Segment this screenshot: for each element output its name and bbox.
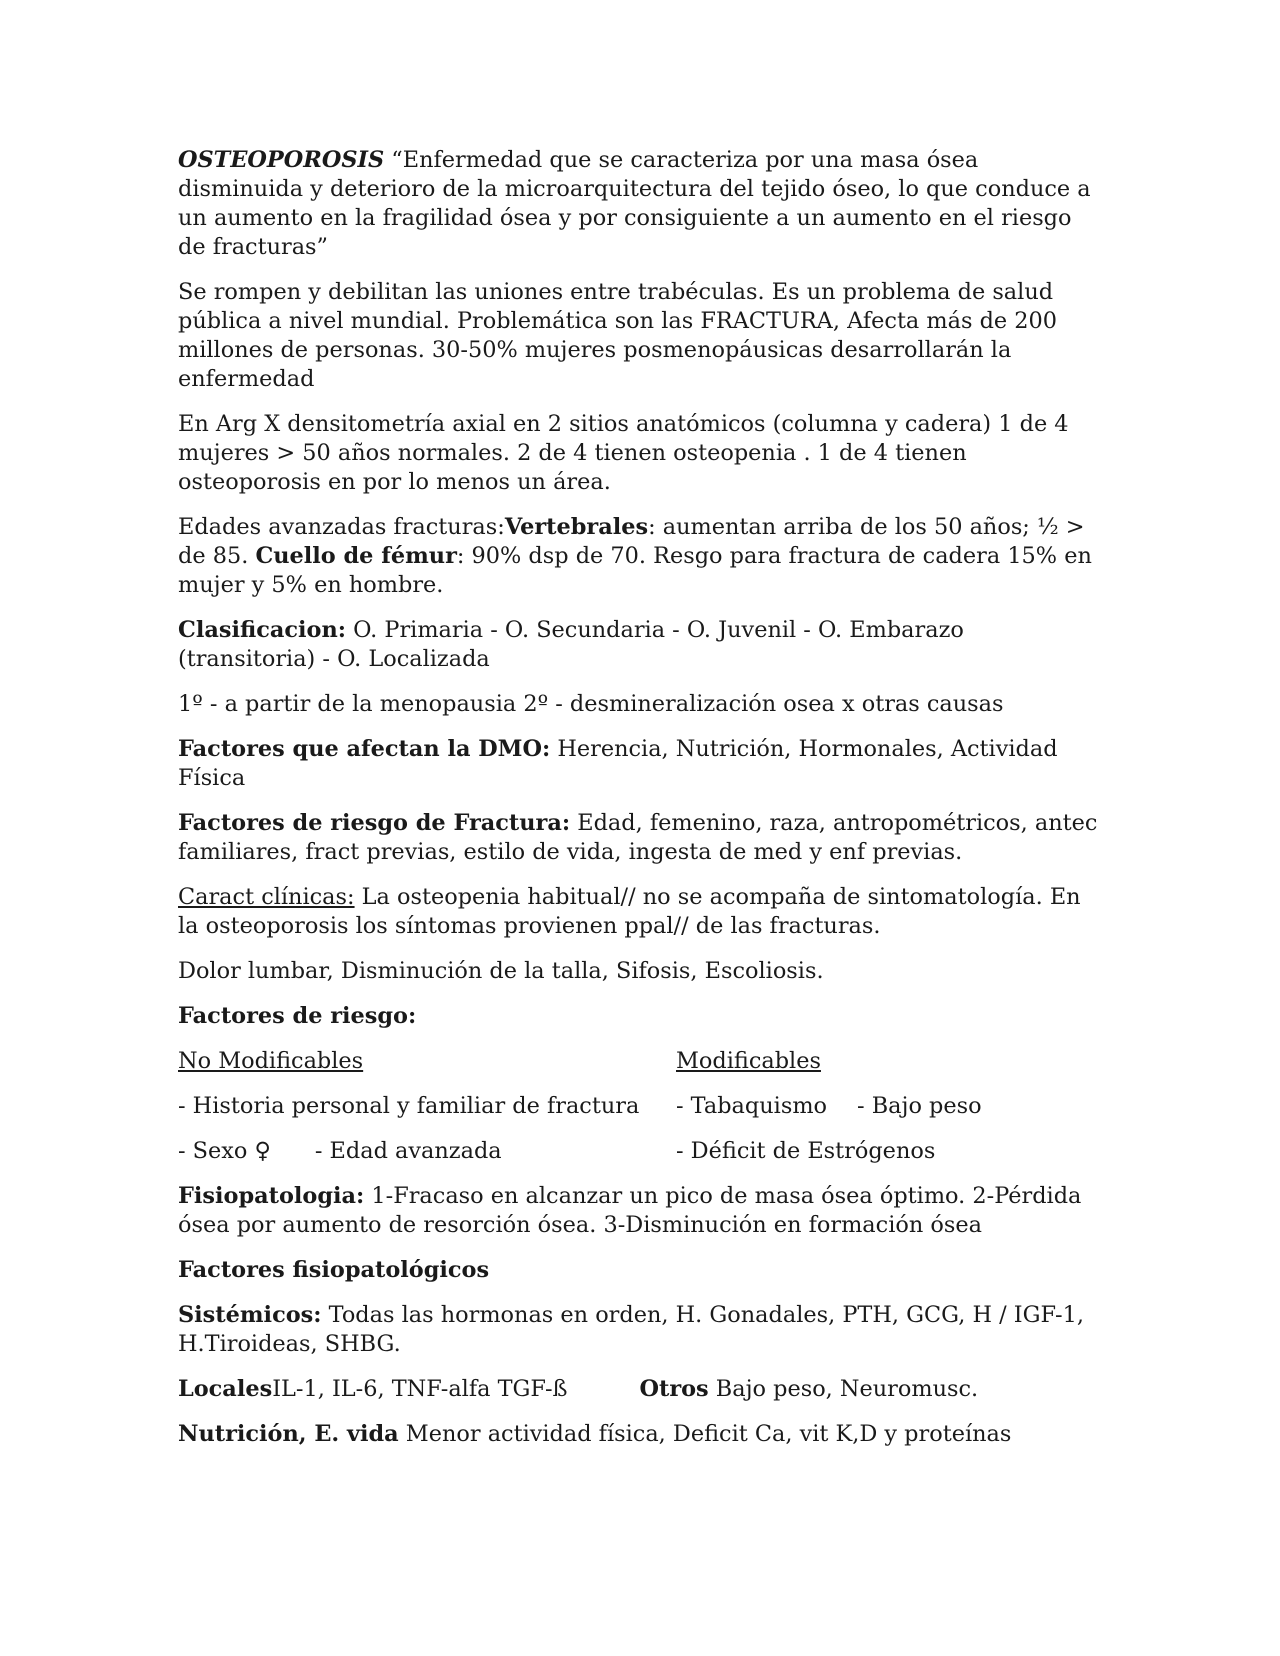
sistemicos-text: Todas las hormonas en orden, H. Gonadales, PTH, GCG, H / IGF-1, H.Tiroideas, SHBG. [178, 1302, 1084, 1357]
paragraph-factores-fractura [178, 809, 1102, 867]
document-page [178, 146, 1102, 1465]
paragraph-argentina: En Arg X densitometría axial en 2 sitios anatómicos (columna y cadera) 1 de 4 mujeres > 50 años normales. 2 de 4 tienen osteopenia . 1 de 4 tienen osteoporosis en por lo menos un área. [178, 411, 1069, 495]
paragraph-caract-clinicas [178, 883, 1102, 941]
otros-text: Bajo peso, Neuromusc. [708, 1376, 979, 1402]
no-modificables-item-historia: - Historia personal y familiar de fractura [178, 1093, 640, 1119]
nutricion-label: Nutrición, E. vida [178, 1421, 399, 1447]
modificables-item-estrogenos: - Déficit de Estrógenos [676, 1138, 936, 1164]
paragraph-problem: Se rompen y debilitan las uniones entre trabéculas. Es un problema de salud pública a nivel mundial. Problemática son las FRACTURA, Afecta más de 200 millones de personas. 30-50% mujeres posmenopáusicas desarrollarán la enfermedad [178, 279, 1058, 392]
modificables-item-tabaquismo-peso [676, 1092, 1102, 1121]
intro-term: OSTEOPOROSIS [178, 147, 385, 173]
paragraph-primaria-secundaria: 1º - a partir de la menopausia 2º - desmineralización osea x otras causas [178, 691, 1004, 717]
paragraph-nutricion [178, 1420, 1102, 1449]
caract-label: Caract clínicas: [178, 884, 355, 910]
risk-factors-columns [178, 1047, 1102, 1166]
paragraph-sistemicos [178, 1301, 1102, 1359]
clasificacion-label: Clasificacion: [178, 617, 346, 643]
intro-definition: “Enfermedad que se caracteriza por una masa ósea disminuida y deterioro de la microarquitectura del tejido óseo, lo que conduce a un aumento en la fragilidad ósea y por consiguiente a un aumento en el riesgo de fracturas” [178, 147, 1091, 260]
modificables-item-bajo-peso: - Bajo peso [857, 1093, 982, 1119]
modificables-item-tabaquismo: - Tabaquismo [676, 1093, 828, 1119]
factores-fractura-label: Factores de riesgo de Fractura: [178, 810, 571, 836]
vertebrales-text: : aumentan arriba de los 50 años; ½ > de 85. [178, 514, 1085, 569]
otros-label: Otros [639, 1376, 709, 1402]
factores-dmo-label: Factores que afectan la DMO: [178, 736, 551, 762]
factores-dmo-text: Herencia, Nutrición, Hormonales, Actividad Física [178, 736, 1058, 791]
no-modificables-heading: No Modificables [178, 1048, 364, 1074]
fisiopatologia-label: Fisiopatologia: [178, 1183, 365, 1209]
paragraph-sintomas: Dolor lumbar, Disminución de la talla, Sifosis, Escoliosis. [178, 958, 824, 984]
locales-text: IL-1, IL-6, TNF-alfa TGF-ß [272, 1376, 568, 1402]
nutricion-text: Menor actividad física, Deficit Ca, vit K,D y proteínas [398, 1421, 1012, 1447]
no-modificables-column [178, 1047, 676, 1166]
cuello-text: : 90% dsp de 70. Resgo para fractura de cadera 15% en mujer y 5% en hombre. [178, 543, 1092, 598]
factores-fractura-text: Edad, femenino, raza, antropométricos, antec familiares, fract previas, estilo de vida, ingesta de med y enf previas. [178, 810, 1098, 865]
intro-paragraph [178, 146, 1102, 262]
modificables-heading: Modificables [676, 1048, 821, 1074]
paragraph-locales-otros [178, 1375, 1102, 1404]
sistemicos-label: Sistémicos: [178, 1302, 322, 1328]
paragraph-clasificacion [178, 616, 1102, 674]
edades-prefix: Edades avanzadas fracturas: [178, 514, 505, 540]
vertebrales-label: Vertebrales [504, 514, 649, 540]
locales-label: Locales [178, 1376, 273, 1402]
no-modificables-item-sexo: - Sexo ♀ [178, 1138, 271, 1164]
cuello-label: Cuello de fémur [255, 543, 457, 569]
paragraph-edades [178, 513, 1102, 600]
fisiopatologia-text: 1-Fracaso en alcanzar un pico de masa ósea óptimo. 2-Pérdida ósea por aumento de resorción ósea. 3-Disminución en formación ósea [178, 1183, 1082, 1238]
clasificacion-text: O. Primaria - O. Secundaria - O. Juvenil - O. Embarazo (transitoria) - O. Localizada [178, 617, 964, 672]
caract-text: La osteopenia habitual// no se acompaña de sintomatología. En la osteoporosis los síntomas provienen ppal// de las fracturas. [178, 884, 1081, 939]
modificables-column [676, 1047, 1102, 1166]
heading-factores-fisiopatologicos: Factores fisiopatológicos [178, 1257, 490, 1283]
no-modificables-item-sexo-edad [178, 1137, 676, 1166]
heading-factores-riesgo: Factores de riesgo: [178, 1003, 417, 1029]
no-modificables-item-edad: - Edad avanzada [314, 1138, 502, 1164]
paragraph-fisiopatologia [178, 1182, 1102, 1240]
paragraph-factores-dmo [178, 735, 1102, 793]
